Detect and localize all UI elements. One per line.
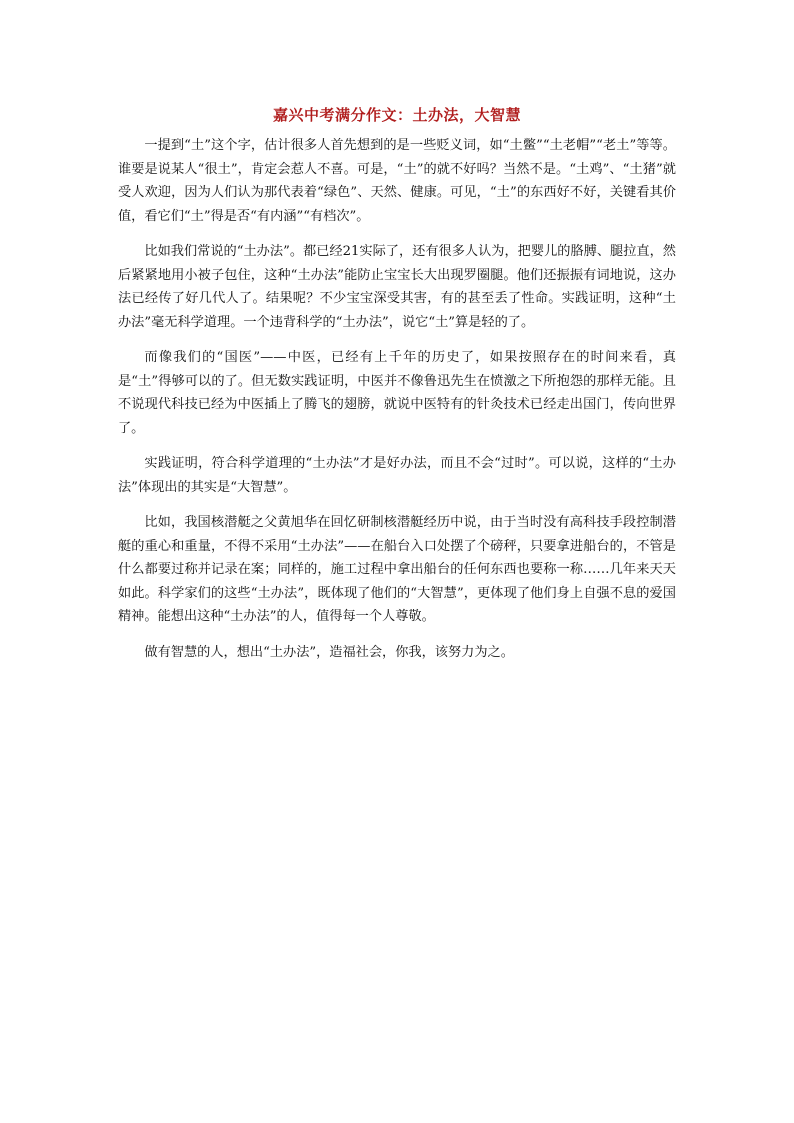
document-title: 嘉兴中考满分作文：土办法，大智慧: [272, 106, 521, 124]
paragraph-4: 实践证明，符合科学道理的“土办法”才是好办法，而且不会“过时”。可以说，这样的“土办法”体现出的其实是“大智慧”。: [118, 456, 676, 495]
document-page: [118, 104, 676, 676]
paragraph-1: 一提到“土”这个字，估计很多人首先想到的是一些贬义词，如“土鳖”“土老帽”“老土”等等。谁要是说某人“很土”，肯定会惹人不喜。可是，“土”的就不好吗？当然不是。“土鸡”、“土猪”就受人欢迎，因为人们认为那代表着“绿色”、天然、健康。可见，“土”的东西好不好，关键看其价值，看它们“土”得是否“有内涵”“有档次”。: [118, 138, 676, 224]
paragraph-5: 比如，我国核潜艇之父黄旭华在回忆研制核潜艇经历中说，由于当时没有高科技手段控制潜艇的重心和重量，不得不采用“土办法”——在船台入口处摆了个磅秤，只要拿进船台的，不管是什么都要过称并记录在案；同样的，施工过程中拿出船台的任何东西也要称一称……几年来天天如此。科学家们的这些“土办法”，既体现了他们的“大智慧”，更体现了他们身上自强不息的爱国精神。能想出这种“土办法”的人，值得每一个人尊敬。: [118, 515, 676, 624]
paragraph-2: 比如我们常说的“土办法”。都已经21实际了，还有很多人认为，把婴儿的胳膊、腿拉直，然后紧紧地用小被子包住，这种“土办法”能防止宝宝长大出现罗圈腿。他们还振振有词地说，这办法已经传了好几代人了。结果呢？不少宝宝深受其害，有的甚至丢了性命。实践证明，这种“土办法”毫无科学道理。一个违背科学的“土办法”，说它“土”算是轻的了。: [118, 244, 676, 330]
paragraph-6: 做有智慧的人，想出“土办法”，造福社会，你我，该努力为之。: [144, 644, 514, 660]
paragraph-3: 而像我们的“国医”——中医，已经有上千年的历史了，如果按照存在的时间来看，真是“土”得够可以的了。但无数实践证明，中医并不像鲁迅先生在愤激之下所抱怨的那样无能。且不说现代科技已经为中医插上了腾飞的翅膀，就说中医特有的针灸技术已经走出国门，传向世界了。: [118, 350, 676, 436]
